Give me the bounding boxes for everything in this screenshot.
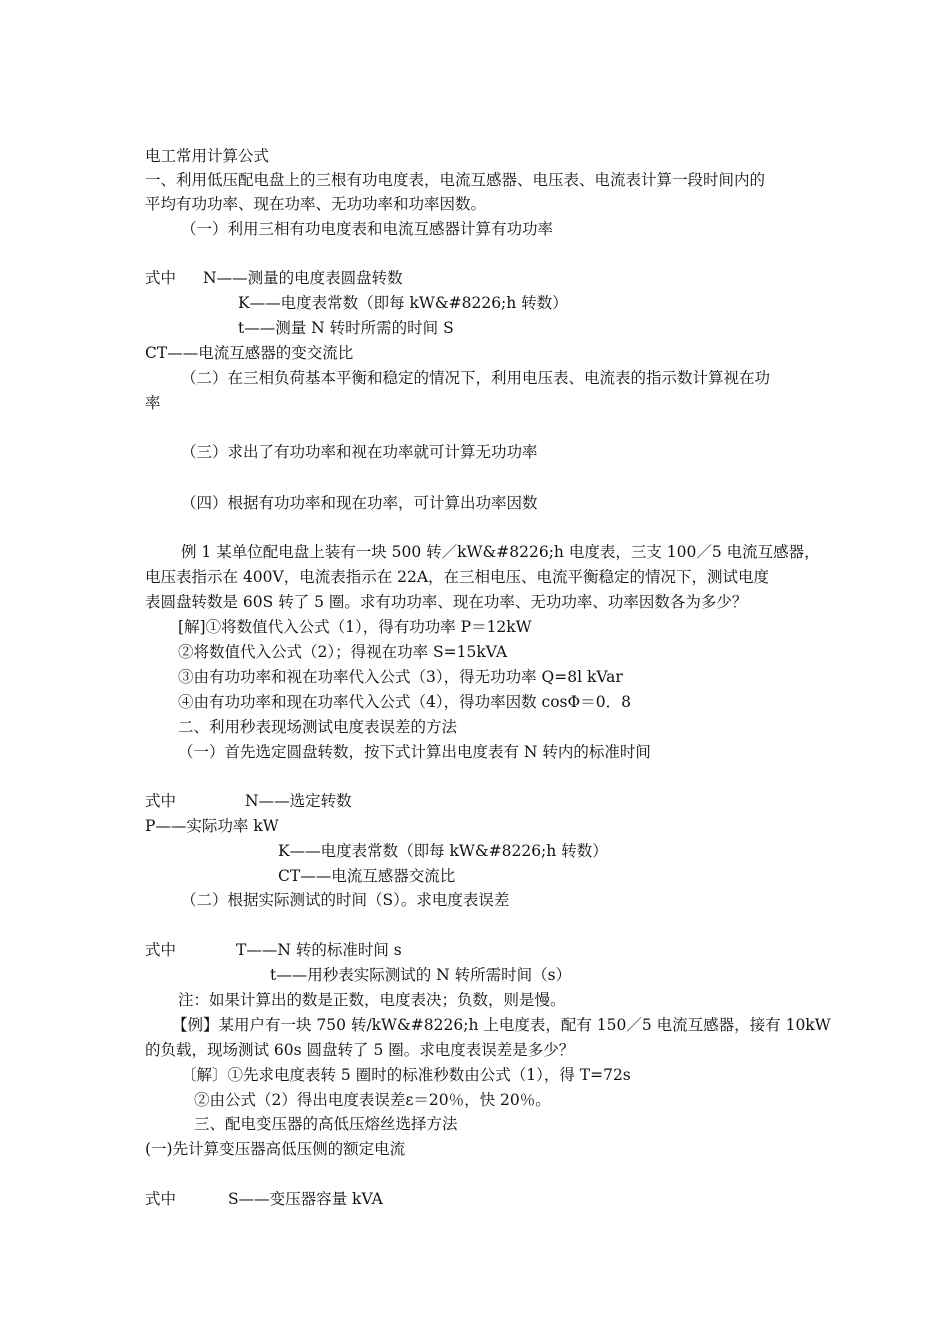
- solution-step-1: [解]①将数值代入公式（1），得有功功率 P＝12kW: [178, 618, 532, 636]
- example-2-line-1: 【例】某用户有一块 750 转/kW&#8226;h 上电度表，配有 150／5 电流互感器，接有 10kW: [172, 1016, 831, 1034]
- where-label-4: 式中: [145, 1190, 177, 1208]
- subsection-1-3: （三）求出了有功功率和视在功率就可计算无功功率: [181, 443, 538, 461]
- var-k-2: K——电度表常数（即每 kW&#8226;h 转数）: [278, 842, 608, 860]
- section-2-heading: 二、利用秒表现场测试电度表误差的方法: [178, 718, 458, 736]
- var-ct-2: CT——电流互感器交流比: [278, 867, 456, 885]
- where-label-3: 式中: [145, 941, 177, 959]
- solution-step-2: ②将数值代入公式（2）；得视在功率 S=15kVA: [178, 643, 508, 661]
- var-n-2: N——选定转数: [245, 792, 352, 810]
- subsection-1-2: （二）在三相负荷基本平衡和稳定的情况下，利用电压表、电流表的指示数计算视在功: [181, 369, 771, 387]
- var-t-measured: t——用秒表实际测试的 N 转所需时间（s）: [270, 966, 572, 984]
- subsection-1-1: （一）利用三相有功电度表和电流互感器计算有功功率: [181, 220, 554, 238]
- section-1-heading-cont: 平均有功功率、现在功率、无功功率和功率因数。: [145, 195, 487, 213]
- subsection-2-2: （二）根据实际测试的时间（S）。求电度表误差: [181, 891, 510, 909]
- solution-step-3: ③由有功功率和视在功率代入公式（3），得无功功率 Q=8l kVar: [178, 668, 623, 686]
- example-2-solution-2: ②由公式（2）得出电度表误差ε＝20％，快 20％。: [194, 1091, 551, 1109]
- var-n: N——测量的电度表圆盘转数: [203, 269, 403, 287]
- var-k: K——电度表常数（即每 kW&#8226;h 转数）: [238, 294, 568, 312]
- var-p: P——实际功率 kW: [145, 817, 279, 835]
- example-2-line-2: 的负载，现场测试 60s 圆盘转了 5 圈。求电度表误差是多少？: [145, 1041, 575, 1059]
- example-2-solution-1: 〔解〕①先求电度表转 5 圈时的标准秒数由公式（1），得 T=72s: [181, 1066, 631, 1084]
- subsection-1-2-cont: 率: [145, 394, 161, 412]
- where-label: 式中: [145, 269, 177, 287]
- subsection-1-4: （四）根据有功功率和现在功率，可计算出功率因数: [181, 494, 538, 512]
- example-1-line-1: 例 1 某单位配电盘上装有一块 500 转／kW&#8226;h 电度表，三支 100／5 电流互感器，: [181, 543, 820, 561]
- var-ct: CT——电流互感器的变交流比: [145, 344, 354, 362]
- example-1-line-2: 电压表指示在 400V，电流表指示在 22A，在三相电压、电流平衡稳定的情况下，测试电度: [145, 568, 770, 586]
- section-1-heading: 一、利用低压配电盘上的三根有功电度表，电流互感器、电压表、电流表计算一段时间内的: [145, 171, 766, 189]
- subsection-3-1: (一)先计算变压器高低压侧的额定电流: [145, 1140, 406, 1158]
- where-label-2: 式中: [145, 792, 177, 810]
- note: 注：如果计算出的数是正数，电度表决；负数，则是慢。: [178, 991, 566, 1009]
- section-3-heading: 三、配电变压器的高低压熔丝选择方法: [194, 1115, 458, 1133]
- solution-step-4: ④由有功功率和现在功率代入公式（4），得功率因数 cosΦ＝0．8: [178, 693, 631, 711]
- example-1-line-3: 表圆盘转数是 60S 转了 5 圈。求有功功率、现在功率、无功功率、功率因数各为多少？: [145, 593, 748, 611]
- var-t-standard: T——N 转的标准时间 s: [236, 941, 402, 959]
- var-t: t——测量 N 转时所需的时间 S: [238, 319, 454, 337]
- var-s: S——变压器容量 kVA: [228, 1190, 383, 1208]
- subsection-2-1: （一）首先选定圆盘转数，按下式计算出电度表有 N 转内的标准时间: [178, 743, 651, 761]
- doc-title: 电工常用计算公式: [145, 147, 270, 165]
